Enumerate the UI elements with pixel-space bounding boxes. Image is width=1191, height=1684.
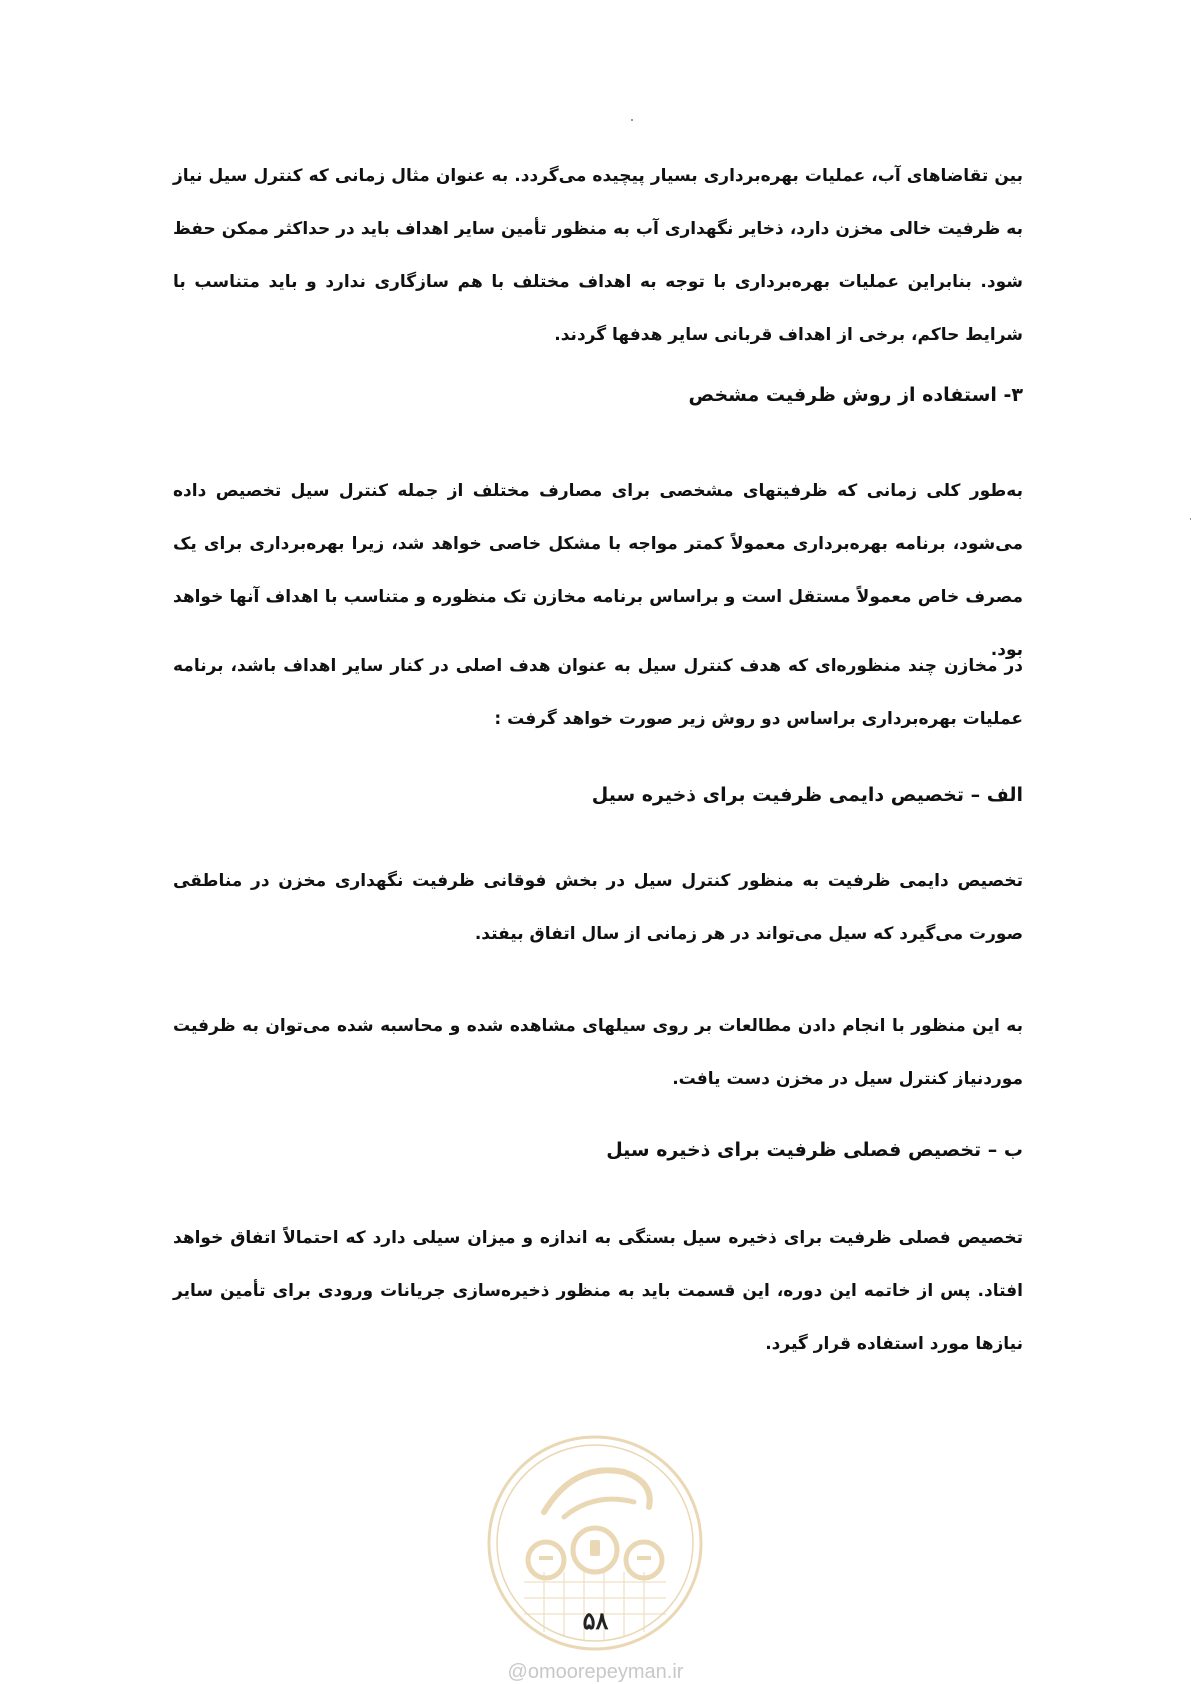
scan-speck (631, 119, 633, 121)
page-number: ۵۸ (582, 1606, 609, 1635)
section-alef-heading-block (173, 780, 1023, 810)
intro-block (173, 150, 1023, 362)
section-alef-paragraph-1-block (173, 855, 1023, 961)
section-3-heading-block (173, 380, 1023, 410)
section-3-paragraph: در مخازن چند منظوره‌ای که هدف کنترل سیل به عنوان هدف اصلی در کنار سایر اهداف باشد، برنامه عملیات بهره‌برداری براساس دو روش زیر صورت خواهد گرفت : (173, 656, 1023, 729)
section-alef-paragraph-2-block (173, 1000, 1023, 1106)
section-be-heading: ب – تخصیص فصلی ظرفیت برای ذخیره سیل (606, 1139, 1023, 1161)
watermark-site-text: @omoorepeyman.ir (507, 1661, 684, 1683)
section-be-heading-block (173, 1135, 1023, 1165)
section-alef-paragraph: تخصیص دایمی ظرفیت به منظور کنترل سیل در بخش فوقانی ظرفیت نگهداری مخزن در مناطقی صورت می‌گیرد که سیل می‌تواند در هر زمانی از سال اتفاق بیفتد. (173, 871, 1023, 944)
section-alef-paragraph: به این منظور با انجام دادن مطالعات بر روی سیلهای مشاهده شده و محاسبه شده می‌توان به ظرفیت موردنیاز کنترل سیل در مخزن دست یافت. (173, 1016, 1023, 1089)
section-3-heading: ۳- استفاده از روش ظرفیت مشخص (688, 384, 1023, 406)
section-be-paragraph: تخصیص فصلی ظرفیت برای ذخیره سیل بستگی به اندازه و میزان سیلی دارد که احتمالاً اتفاق خواهد افتاد. پس از خاتمه این دوره، این قسمت باید به منظور ذخیره‌سازی جریانات ورودی برای تأمین سایر نیازها مورد استفاده قرار گیرد. (173, 1228, 1023, 1354)
intro-paragraph: بین تقاضاهای آب، عملیات بهره‌برداری بسیار پیچیده می‌گردد. به عنوان مثال زمانی که کنترل سیل نیاز به ظرفیت خالی مخزن دارد، ذخایر نگهداری آب به منظور تأمین سایر اهداف باید در حداکثر ممکن حفظ شود. بنابراین عملیات بهره‌برداری با توجه به اهداف مختلف با هم سازگاری ندارد و باید متناسب با شرایط حاکم، برخی از اهداف قربانی سایر هدفها گردند. (173, 166, 1023, 345)
section-be-paragraph-block (173, 1212, 1023, 1371)
section-alef-heading: الف – تخصیص دایمی ظرفیت برای ذخیره سیل (591, 784, 1023, 806)
section-3-paragraph-2-block (173, 640, 1023, 746)
section-3-paragraph: به‌طور کلی زمانی که ظرفیتهای مشخصی برای مصارف مختلف از جمله کنترل سیل تخصیص داده می‌شود، برنامه بهره‌برداری معمولاً کمتر مواجه با مشکل خاصی خواهد شد، زیرا بهره‌برداری برای یک مصرف خاص معمولاً مستقل است و براساس برنامه مخازن تک منظوره و متناسب با اهداف آنها خواهد بود. (173, 481, 1023, 660)
